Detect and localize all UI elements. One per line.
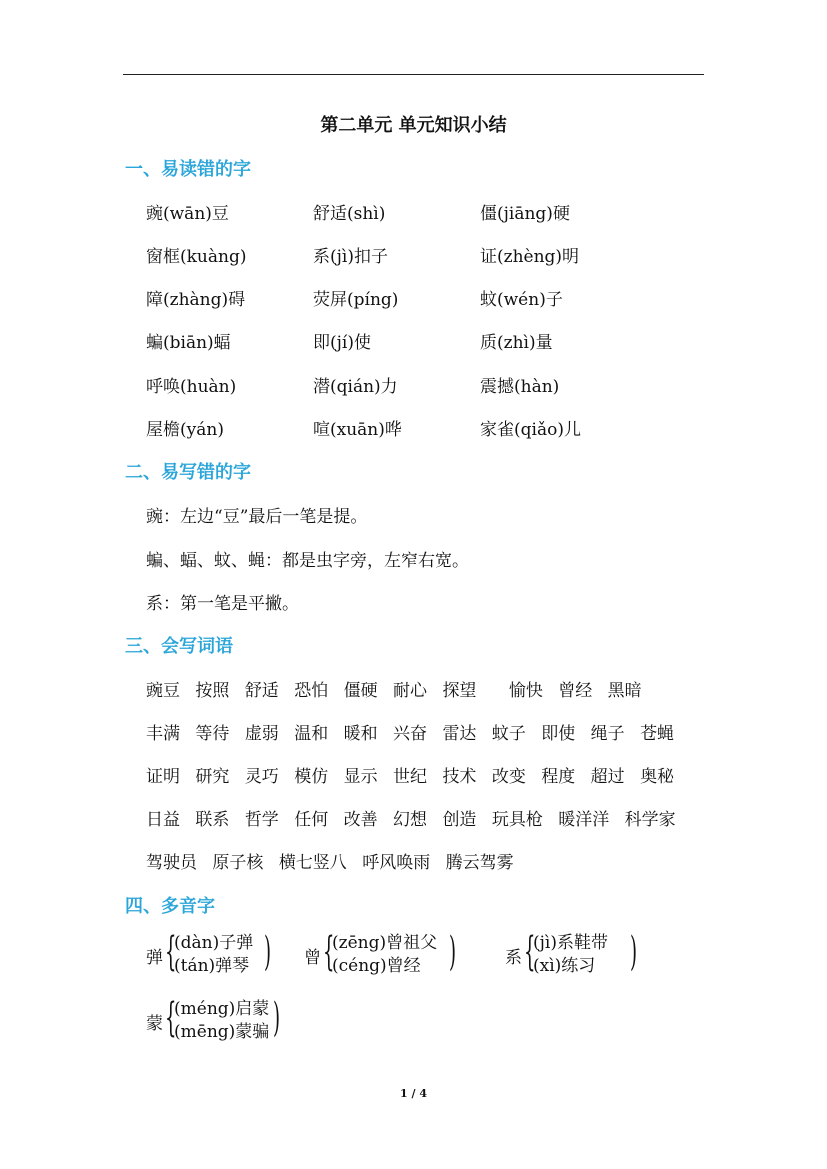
word: 愉快 [508,681,543,701]
word-row [146,719,684,744]
note-line: 系：第一笔是平撇。 [146,594,299,614]
polyphone-char: 系 [505,948,522,968]
pinyin-item: 障(zhàng)碍 [146,290,246,310]
word: 哲学 [244,810,279,830]
word: 即使 [541,724,576,744]
word: 按照 [195,681,230,701]
polyphone-reading: (jì)系鞋带 [533,933,608,953]
word: 原子核 [212,853,264,873]
section-heading-4: 四、多音字 [125,896,215,917]
top-rule [123,74,704,75]
word: 灵巧 [244,767,279,787]
word-row [146,805,686,830]
word: 暖洋洋 [558,810,610,830]
word: 兴奋 [393,724,428,744]
word: 僵硬 [343,681,378,701]
pinyin-item: 蚊(wén)子 [480,290,563,310]
word: 温和 [294,724,329,744]
word: 玩具枪 [491,810,543,830]
word: 证明 [146,767,180,787]
word: 日益 [146,810,180,830]
pinyin-item: 系(jì)扣子 [313,247,388,267]
section-heading-3: 三、会写词语 [125,636,233,657]
pinyin-item: 喧(xuān)哗 [313,420,402,440]
pinyin-item: 荧屏(píng) [313,290,399,310]
word-row [146,762,684,787]
section-heading-2: 二、易写错的字 [125,462,251,483]
pinyin-item: 僵(jiāng)硬 [480,204,570,224]
word: 舒适 [244,681,279,701]
polyphone-reading: (xì)练习 [533,956,596,976]
polyphone-reading: (céng)曾经 [332,956,421,976]
pinyin-item: 豌(wān)豆 [146,204,229,224]
word: 世纪 [393,767,428,787]
right-paren: ) [449,929,457,975]
pinyin-item: 震撼(hàn) [480,377,560,397]
pinyin-item: 蝙(biān)蝠 [146,333,231,353]
right-paren: ) [630,929,638,975]
polyphone-reading: (méng)启蒙 [174,999,270,1019]
pinyin-item: 证(zhèng)明 [480,247,580,267]
word-row [146,848,524,873]
word: 蚊子 [491,724,526,744]
pinyin-item: 窗框(kuàng) [146,247,247,267]
right-paren: ) [273,995,281,1041]
word: 虚弱 [244,724,279,744]
word: 耐心 [393,681,428,701]
word: 呼风唤雨 [362,853,431,873]
word: 幻想 [393,810,428,830]
word: 模仿 [294,767,329,787]
word: 研究 [195,767,230,787]
word: 创造 [442,810,477,830]
word: 豌豆 [146,681,180,701]
pinyin-item: 即(jí)使 [313,333,371,353]
pinyin-item: 质(zhì)量 [480,333,553,353]
pinyin-item: 家雀(qiǎo)儿 [480,420,581,440]
word: 显示 [343,767,378,787]
word: 技术 [442,767,477,787]
polyphone-reading: (zēng)曾祖父 [332,933,438,953]
pinyin-item: 舒适(shì) [313,204,386,224]
polyphone-reading: (dàn)子弹 [174,933,254,953]
word: 丰满 [146,724,180,744]
word: 联系 [195,810,230,830]
note-line: 蝙、蝠、蚊、蝇：都是虫字旁，左窄右宽。 [146,551,469,571]
pinyin-item: 潜(qián)力 [313,377,398,397]
word: 等待 [195,724,230,744]
word: 绳子 [590,724,625,744]
word: 恐怕 [294,681,329,701]
polyphone-char: 蒙 [146,1014,163,1034]
word: 探望 [442,681,477,701]
word-row [146,676,652,701]
pinyin-item: 呼唤(huàn) [146,377,237,397]
word: 横七竖八 [278,853,347,873]
note-line: 豌：左边“豆”最后一笔是提。 [146,507,368,527]
left-brace: { [165,929,177,975]
left-brace: { [323,929,335,975]
page-number: 1 / 4 [400,1087,427,1100]
word: 雷达 [442,724,477,744]
word: 科学家 [624,810,676,830]
word: 黑暗 [607,681,642,701]
word: 奥秘 [640,767,675,787]
word: 改变 [491,767,526,787]
word: 改善 [343,810,378,830]
page-title: 第二单元 单元知识小结 [320,115,507,136]
left-brace: { [524,929,536,975]
word: 暖和 [343,724,378,744]
word: 曾经 [558,681,593,701]
polyphone-char: 曾 [304,948,321,968]
word: 驾驶员 [146,853,197,873]
word: 腾云驾雾 [445,853,514,873]
left-brace: { [165,995,177,1041]
polyphone-reading: (mēng)蒙骗 [174,1022,270,1042]
right-paren: ) [264,929,272,975]
section-heading-1: 一、易读错的字 [125,159,251,180]
word: 超过 [590,767,625,787]
polyphone-reading: (tán)弹琴 [174,956,250,976]
pinyin-item: 屋檐(yán) [146,420,224,440]
polyphone-char: 弹 [146,948,163,968]
word: 任何 [294,810,329,830]
word: 程度 [541,767,576,787]
word: 苍蝇 [640,724,675,744]
